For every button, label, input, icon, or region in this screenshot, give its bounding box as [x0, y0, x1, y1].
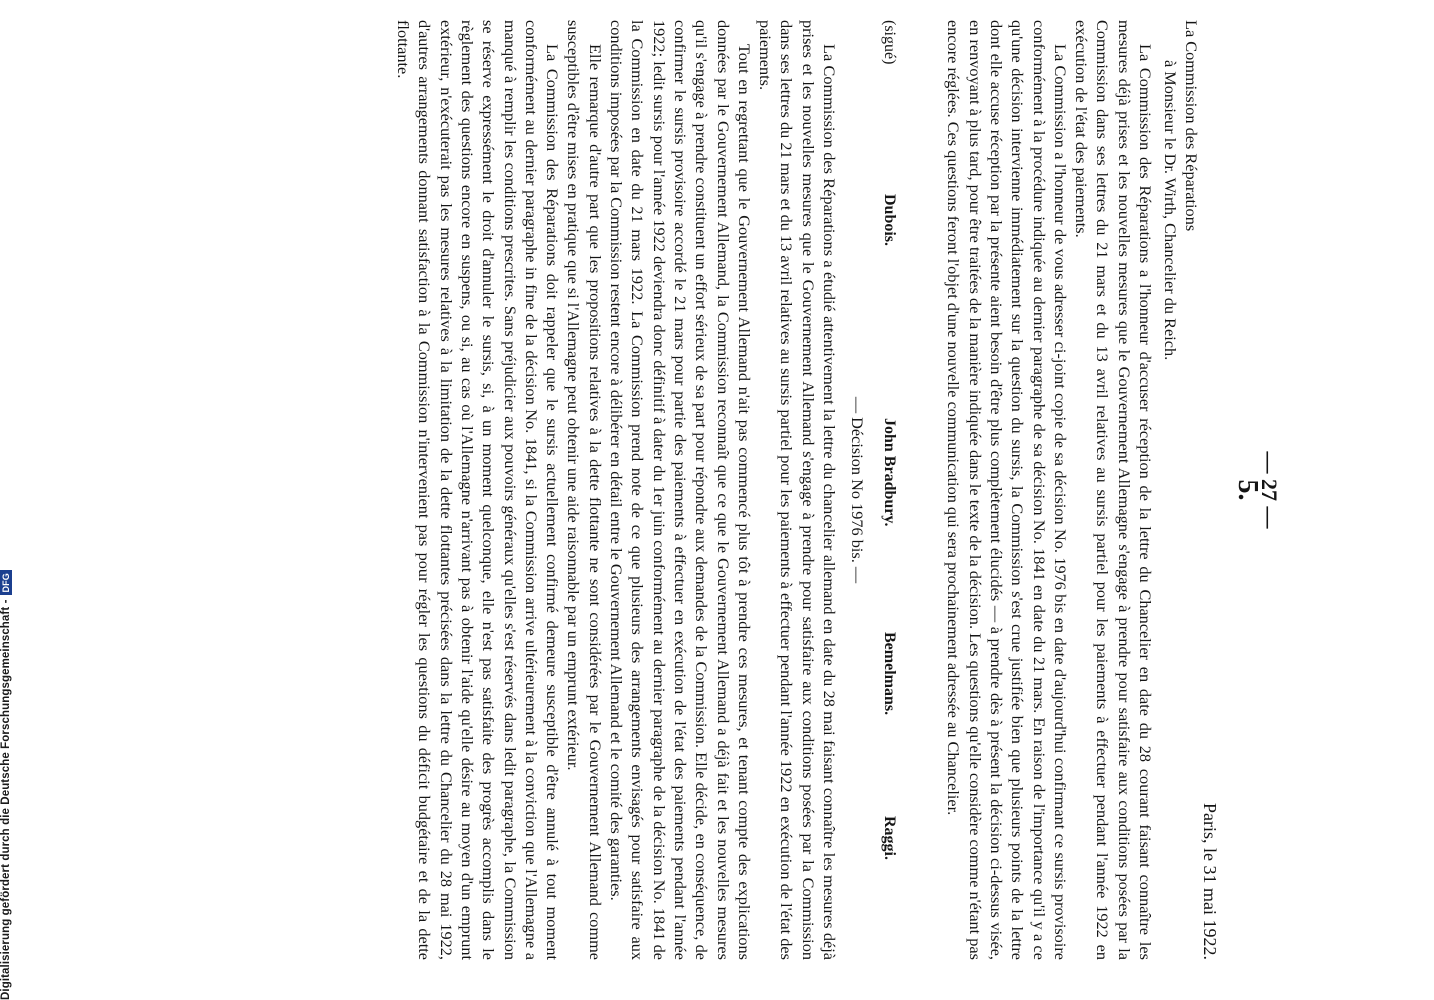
- dateline: Paris, le 31 mai 1922.: [1200, 803, 1220, 960]
- sheet-number: 5.: [1232, 479, 1263, 501]
- signature-name: John Bradbury.: [881, 418, 898, 527]
- dfg-logo: DFG: [0, 570, 12, 595]
- decision-paragraph: Tout en regrettant que le Gouvernement Allemand n'ait pas commencé plus tôt à prendre ces mesures, et tenant compte des explications données par le Gouvernement Allemand, la Commission reconnaît que ce que le Gouvernement Allemand a déjà fait et les nouvelles mesures qu'il s'engage à prendre constituent un effort sérieux de sa part pour répondre aux demandes de la Commission. Elle décide, en conséquence, de confirmer le sursis provisoire accordé le 21 mars pour partie des paiements à effectuer en exécution de l'état des paiements pendant l'année 1922; ledit sursis pour l'année 1922 deviendra donc définitif à dater du 1er juin conformément au dernier paragraphe de la décision No. 1841 de la Commission en date du 21 mars 1922. La Commission prend note de ce que plusieurs des arrangements envisagés pour satisfaire aux conditions imposées par la Commission restent encore à délibérer en détail entre le Gouvernement Allemand et le comité des garanties.: [607, 20, 754, 960]
- letter-paragraph: La Commission a l'honneur de vous adresser ci-joint copie de sa décision No. 1976 bis en date d'aujourd'hui confirmant ce sursis provisoire conformément à la procédure indiquée au dernier paragraphe de sa décision No. 1841 en date du 21 mars. En raison de l'importance qu'il y a ce qu'une décision intervienne immédiatement sur la question du sursis, la Commission s'est crue justifiée bien que plusieurs points de la lettre dont elle accuse réception par la présente aient besoin d'être plus complètement élucidés — à prendre dès à présent la décision ci-dessus visée, en renvoyant à plus tard, pour être traitées de la manière indiquée dans le texte de la décision. Les questions qu'elle considère comme n'étant pas encore réglées. Ces questions feront l'objet d'une nouvelle communication qui sera prochainement adressée au Chancelier.: [944, 20, 1070, 960]
- signatures: [879, 20, 900, 960]
- credit-text: Digitalisierung gefördert durch die Deutsche Forschungsgemeinschaft -: [0, 599, 13, 1000]
- address-sender: La Commission des Réparations: [1182, 20, 1201, 232]
- letter-body: [943, 20, 1156, 960]
- decision-heading: — Décision No 1976 bis. —: [848, 396, 867, 584]
- address-recipient: à Monsieur le Dr. Wirth, Chancelier du Reich.: [1160, 60, 1180, 361]
- decision-paragraph: Elle remarque d'autre part que les propositions relatives à la dette flottante ne sont considérées par le Gouvernement Allemand comme susceptibles d'être mises en pratique que si l'Allemagne peut obtenir une aide raisonnable par un emprunt extérieur.: [564, 20, 605, 960]
- signature-prefix: (sigué): [881, 20, 898, 65]
- decision-paragraph: La Commission des Réparations a étudié attentivement la lettre du chancelier allemand en date du 28 mai faisant connaître les mesures déjà prises et les nouvelles mesures que le Gouvernement Allemand s'engage à prendre pour satisfaire aux conditions posées par la Commission dans ses lettres du 21 mars et du 13 avril relatives au sursis partiel pour les paiements à effectuer pendant l'année 1922 en exécution de l'état des paiements.: [756, 20, 839, 960]
- page-number: — 27 —: [1257, 451, 1282, 529]
- letter-address: [1159, 20, 1202, 960]
- signature-name: Dubois.: [881, 194, 898, 247]
- signature-name: Bemelmans.: [881, 632, 898, 716]
- signature-name: Raggi.: [881, 816, 898, 860]
- decision-paragraph: La Commission des Réparations doit rappeler que le sursis actuellement confirmé demeure susceptible d'être annulé à tout moment conformément au dernier paragraphe in fine de la décision No. 1841, si la Commission arrive ultérieurement à la conviction que l'Allemagne a manqué à remplir les conditions prescrites. Sans préjudicier aux pouvoirs généraux qu'elles s'est réservés dans ledit paragraphe, la Commission se réserve expressément le droit d'annuler le sursis, si, à un moment quelconque, elle n'est pas satisfaite des progrès accomplis dans le règlement des questions encore en suspens, ou si, au cas où l'Allemagne n'arrivant pas à obtenir l'aide qu'elle désire au moyen d'un emprunt extérieur, n'exécuterait pas les mesures relatives à la limitation de la dette flottantes précisées dans la lettre du Chancelier du 28 mai 1922, d'autres arrangements donnant satisfaction à la Commission n'intervenient pas pour régler les questions du déficit budgétaire et de la dette flottante.: [394, 20, 563, 960]
- rotated-page-content: [100, 0, 1300, 980]
- letter-paragraph: La Commission des Réparations a l'honneur d'accuser réception de la lettre du Chancelier en date du 28 courant faisant connaître les mesures déjà prises et les nouvelles mesures que le Gouvernement Allemagne s'engage à prendre pour satisfaire aux conditions posées par la Commission dans ses lettres du 21 mars et du 13 avril relatives au sursis partiel pour les paiements à effectuer pendant l'année 1922 en exécution de l'état des paiements.: [1072, 20, 1155, 960]
- decision-body: [393, 20, 840, 960]
- digitization-credit: [0, 400, 12, 1000]
